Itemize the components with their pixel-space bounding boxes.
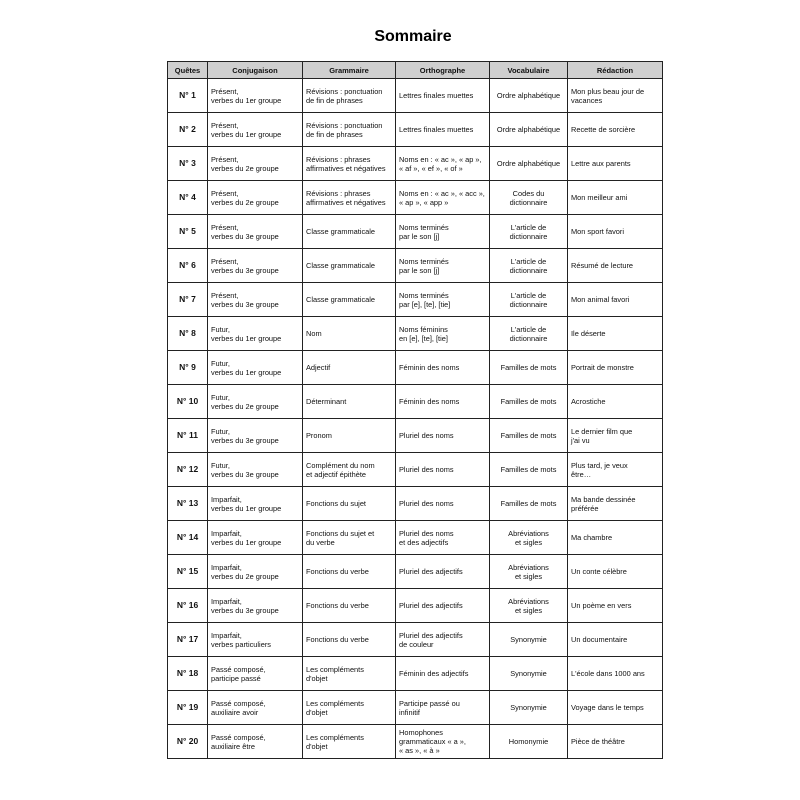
cell-text: Présent, verbes du 2e groupe — [211, 188, 279, 207]
orthographe-cell — [396, 691, 490, 725]
redaction-cell — [568, 453, 663, 487]
vocabulaire-cell — [490, 181, 568, 215]
cell-text: Futur, verbes du 1er groupe — [211, 358, 282, 377]
conjugaison-cell — [208, 283, 303, 317]
vocabulaire-cell — [490, 521, 568, 555]
cell-text: Présent, verbes du 1er groupe — [211, 86, 282, 105]
vocabulaire-cell — [490, 487, 568, 521]
redaction-cell — [568, 147, 663, 181]
vocabulaire-cell — [490, 623, 568, 657]
redaction-cell — [568, 487, 663, 521]
cell-text: Un documentaire — [571, 635, 628, 644]
orthographe-cell — [396, 453, 490, 487]
cell-text: Révisions : phrases affirmatives et négatives — [306, 188, 386, 207]
orthographe-cell — [396, 623, 490, 657]
redaction-cell — [568, 555, 663, 589]
cell-text: N° 2 — [179, 124, 196, 134]
cell-text: N° 8 — [179, 328, 196, 338]
cell-text: Futur, verbes du 1er groupe — [211, 324, 282, 343]
cell-text: Mon meilleur ami — [571, 193, 628, 202]
cell-text: Lettres finales muettes — [399, 91, 474, 100]
orthographe-cell — [396, 147, 490, 181]
table-row — [168, 555, 663, 589]
cell-text: Plus tard, je veux être… — [571, 460, 628, 479]
cell-text: N° 13 — [176, 498, 199, 508]
cell-text: Abréviations et sigles — [508, 596, 549, 615]
cell-text: Fonctions du sujet — [306, 499, 366, 508]
quest-number — [168, 521, 208, 555]
table-row — [168, 113, 663, 147]
grammaire-cell — [303, 453, 396, 487]
table-body — [168, 79, 663, 759]
quest-number — [168, 385, 208, 419]
cell-text: Présent, verbes du 2e groupe — [211, 154, 279, 173]
cell-text: Synonymie — [510, 669, 547, 678]
table-row — [168, 317, 663, 351]
cell-text: Portrait de monstre — [571, 363, 634, 372]
cell-text: Féminin des adjectifs — [399, 669, 469, 678]
grammaire-cell — [303, 181, 396, 215]
cell-text: N° 18 — [176, 668, 199, 678]
column-header: Quêtes — [168, 62, 208, 79]
cell-text: Recette de sorcière — [571, 125, 636, 134]
grammaire-cell — [303, 657, 396, 691]
cell-text: Complément du nom et adjectif épithète — [306, 460, 375, 479]
cell-text: Résumé de lecture — [571, 261, 634, 270]
conjugaison-cell — [208, 385, 303, 419]
redaction-cell — [568, 385, 663, 419]
cell-text: Ordre alphabétique — [496, 125, 561, 134]
redaction-cell — [568, 589, 663, 623]
vocabulaire-cell — [490, 453, 568, 487]
table-row — [168, 487, 663, 521]
cell-text: Imparfait, verbes du 3e groupe — [211, 596, 279, 615]
grammaire-cell — [303, 725, 396, 759]
cell-text: Les compléments d'objet — [306, 698, 364, 717]
redaction-cell — [568, 317, 663, 351]
conjugaison-cell — [208, 215, 303, 249]
column-header: Grammaire — [303, 62, 396, 79]
cell-text: Pluriel des adjectifs de couleur — [399, 630, 463, 649]
cell-text: Passé composé, participe passé — [211, 664, 266, 683]
vocabulaire-cell — [490, 249, 568, 283]
quest-number — [168, 113, 208, 147]
cell-text: Abréviations et sigles — [508, 528, 549, 547]
column-header: Orthographe — [396, 62, 490, 79]
cell-text: Ordre alphabétique — [496, 159, 561, 168]
vocabulaire-cell — [490, 147, 568, 181]
orthographe-cell — [396, 521, 490, 555]
cell-text: Noms en : « ac », « ap », « af », « ef », « of » — [399, 154, 482, 173]
orthographe-cell — [396, 215, 490, 249]
redaction-cell — [568, 691, 663, 725]
redaction-cell — [568, 113, 663, 147]
cell-text: L'article de dictionnaire — [509, 256, 548, 275]
cell-text: Classe grammaticale — [306, 227, 376, 236]
cell-text: Imparfait, verbes du 2e groupe — [211, 562, 279, 581]
conjugaison-cell — [208, 691, 303, 725]
cell-text: Fonctions du verbe — [306, 601, 369, 610]
cell-text: Mon sport favori — [571, 227, 624, 236]
cell-text: Pluriel des noms — [399, 465, 454, 474]
cell-text: Familles de mots — [500, 499, 557, 508]
cell-text: Familles de mots — [500, 363, 557, 372]
cell-text: N° 5 — [179, 226, 196, 236]
cell-text: N° 4 — [179, 192, 196, 202]
cell-text: Féminin des noms — [399, 397, 460, 406]
vocabulaire-cell — [490, 691, 568, 725]
conjugaison-cell — [208, 317, 303, 351]
cell-text: Fonctions du verbe — [306, 635, 369, 644]
cell-text: N° 10 — [176, 396, 199, 406]
cell-text: Imparfait, verbes du 1er groupe — [211, 494, 282, 513]
grammaire-cell — [303, 113, 396, 147]
orthographe-cell — [396, 113, 490, 147]
grammaire-cell — [303, 79, 396, 113]
redaction-cell — [568, 181, 663, 215]
table-row — [168, 725, 663, 759]
quest-number — [168, 249, 208, 283]
grammaire-cell — [303, 487, 396, 521]
cell-text: N° 14 — [176, 532, 199, 542]
table-row — [168, 385, 663, 419]
redaction-cell — [568, 419, 663, 453]
quest-number — [168, 453, 208, 487]
cell-text: Pluriel des adjectifs — [399, 567, 463, 576]
vocabulaire-cell — [490, 283, 568, 317]
redaction-cell — [568, 79, 663, 113]
cell-text: N° 7 — [179, 294, 196, 304]
redaction-cell — [568, 623, 663, 657]
cell-text: Pièce de théâtre — [571, 737, 625, 746]
quest-number — [168, 487, 208, 521]
cell-text: Futur, verbes du 3e groupe — [211, 426, 279, 445]
cell-text: Pluriel des noms et des adjectifs — [399, 528, 454, 547]
table-row — [168, 419, 663, 453]
table-row — [168, 181, 663, 215]
quest-number — [168, 181, 208, 215]
header-row — [168, 62, 663, 79]
cell-text: Familles de mots — [500, 397, 557, 406]
cell-text: Familles de mots — [500, 431, 557, 440]
conjugaison-cell — [208, 521, 303, 555]
cell-text: Synonymie — [510, 703, 547, 712]
table-header — [168, 62, 663, 79]
conjugaison-cell — [208, 249, 303, 283]
cell-text: Fonctions du sujet et du verbe — [306, 528, 375, 547]
orthographe-cell — [396, 283, 490, 317]
cell-text: N° 6 — [179, 260, 196, 270]
cell-text: Noms en : « ac », « acc », « ap », « app » — [399, 188, 485, 207]
quest-number — [168, 691, 208, 725]
orthographe-cell — [396, 181, 490, 215]
orthographe-cell — [396, 79, 490, 113]
cell-text: Classe grammaticale — [306, 295, 376, 304]
orthographe-cell — [396, 317, 490, 351]
vocabulaire-cell — [490, 215, 568, 249]
cell-text: N° 19 — [176, 702, 199, 712]
cell-text: N° 20 — [176, 736, 199, 746]
cell-text: N° 3 — [179, 158, 196, 168]
cell-text: N° 1 — [179, 90, 196, 100]
cell-text: Déterminant — [306, 397, 347, 406]
cell-text: Abréviations et sigles — [508, 562, 549, 581]
cell-text: Futur, verbes du 3e groupe — [211, 460, 279, 479]
cell-text: Passé composé, auxiliaire être — [211, 732, 266, 751]
quest-number — [168, 555, 208, 589]
vocabulaire-cell — [490, 555, 568, 589]
table-row — [168, 623, 663, 657]
cell-text: Pronom — [306, 431, 332, 440]
vocabulaire-cell — [490, 419, 568, 453]
vocabulaire-cell — [490, 113, 568, 147]
grammaire-cell — [303, 385, 396, 419]
orthographe-cell — [396, 725, 490, 759]
orthographe-cell — [396, 589, 490, 623]
cell-text: Pluriel des noms — [399, 499, 454, 508]
cell-text: Ordre alphabétique — [496, 91, 561, 100]
conjugaison-cell — [208, 351, 303, 385]
grammaire-cell — [303, 623, 396, 657]
cell-text: N° 9 — [179, 362, 196, 372]
table-row — [168, 215, 663, 249]
cell-text: Futur, verbes du 2e groupe — [211, 392, 279, 411]
quest-number — [168, 147, 208, 181]
cell-text: L'article de dictionnaire — [509, 290, 548, 309]
cell-text: Un poème en vers — [571, 601, 632, 610]
vocabulaire-cell — [490, 725, 568, 759]
redaction-cell — [568, 725, 663, 759]
redaction-cell — [568, 215, 663, 249]
orthographe-cell — [396, 249, 490, 283]
conjugaison-cell — [208, 453, 303, 487]
cell-text: Familles de mots — [500, 465, 557, 474]
cell-text: Mon animal favori — [571, 295, 630, 304]
cell-text: Codes du dictionnaire — [509, 188, 548, 207]
cell-text: L'article de dictionnaire — [509, 324, 548, 343]
table-row — [168, 283, 663, 317]
grammaire-cell — [303, 215, 396, 249]
conjugaison-cell — [208, 555, 303, 589]
orthographe-cell — [396, 555, 490, 589]
cell-text: Voyage dans le temps — [571, 703, 644, 712]
conjugaison-cell — [208, 147, 303, 181]
cell-text: N° 12 — [176, 464, 199, 474]
quest-number — [168, 283, 208, 317]
conjugaison-cell — [208, 623, 303, 657]
cell-text: L'école dans 1000 ans — [571, 669, 645, 678]
conjugaison-cell — [208, 419, 303, 453]
grammaire-cell — [303, 419, 396, 453]
orthographe-cell — [396, 657, 490, 691]
page-title: Sommaire — [374, 28, 452, 45]
orthographe-cell — [396, 487, 490, 521]
quest-number — [168, 725, 208, 759]
cell-text: Participe passé ou infinitif — [399, 698, 460, 717]
cell-text: Présent, verbes du 3e groupe — [211, 222, 279, 241]
conjugaison-cell — [208, 487, 303, 521]
conjugaison-cell — [208, 79, 303, 113]
cell-text: Mon plus beau jour de vacances — [571, 86, 645, 105]
conjugaison-cell — [208, 589, 303, 623]
vocabulaire-cell — [490, 317, 568, 351]
cell-text: Imparfait, verbes particuliers — [211, 630, 271, 649]
cell-text: N° 17 — [176, 634, 199, 644]
quest-number — [168, 79, 208, 113]
cell-text: Passé composé, auxiliaire avoir — [211, 698, 266, 717]
cell-text: Homophones grammaticaux « a », « as », « à » — [399, 728, 466, 755]
cell-text: Les compléments d'objet — [306, 664, 364, 683]
vocabulaire-cell — [490, 385, 568, 419]
redaction-cell — [568, 521, 663, 555]
redaction-cell — [568, 283, 663, 317]
cell-text: Pluriel des adjectifs — [399, 601, 463, 610]
cell-text: L'article de dictionnaire — [509, 222, 548, 241]
cell-text: Nom — [306, 329, 322, 338]
column-header: Conjugaison — [208, 62, 303, 79]
redaction-cell — [568, 249, 663, 283]
table-row — [168, 249, 663, 283]
grammaire-cell — [303, 555, 396, 589]
table-row — [168, 79, 663, 113]
cell-text: Noms terminés par [e], [te], [tie] — [399, 290, 451, 309]
table-row — [168, 521, 663, 555]
cell-text: Noms terminés par le son [j] — [399, 222, 449, 241]
table-row — [168, 351, 663, 385]
column-header: Rédaction — [568, 62, 663, 79]
quest-number — [168, 419, 208, 453]
cell-text: N° 15 — [176, 566, 199, 576]
cell-text: Le dernier film que j'ai vu — [571, 426, 633, 445]
table-row — [168, 453, 663, 487]
cell-text: Un conte célèbre — [571, 567, 627, 576]
cell-text: Présent, verbes du 1er groupe — [211, 120, 282, 139]
quest-number — [168, 215, 208, 249]
quest-number — [168, 589, 208, 623]
conjugaison-cell — [208, 725, 303, 759]
cell-text: Noms terminés par le son [j] — [399, 256, 449, 275]
vocabulaire-cell — [490, 657, 568, 691]
grammaire-cell — [303, 147, 396, 181]
quest-number — [168, 351, 208, 385]
cell-text: Révisions : phrases affirmatives et négatives — [306, 154, 386, 173]
cell-text: Lettre aux parents — [571, 159, 631, 168]
grammaire-cell — [303, 589, 396, 623]
vocabulaire-cell — [490, 351, 568, 385]
orthographe-cell — [396, 385, 490, 419]
cell-text: Ile déserte — [571, 329, 606, 338]
vocabulaire-cell — [490, 79, 568, 113]
grammaire-cell — [303, 249, 396, 283]
cell-text: Adjectif — [306, 363, 331, 372]
conjugaison-cell — [208, 657, 303, 691]
cell-text: N° 16 — [176, 600, 199, 610]
orthographe-cell — [396, 419, 490, 453]
cell-text: Les compléments d'objet — [306, 732, 364, 751]
cell-text: Révisions : ponctuation de fin de phrases — [306, 86, 383, 105]
conjugaison-cell — [208, 113, 303, 147]
cell-text: Synonymie — [510, 635, 547, 644]
cell-text: Fonctions du verbe — [306, 567, 369, 576]
cell-text: Ma bande dessinée préférée — [571, 494, 636, 513]
cell-text: Ma chambre — [571, 533, 613, 542]
cell-text: Pluriel des noms — [399, 431, 454, 440]
cell-text: Homonymie — [508, 737, 549, 746]
grammaire-cell — [303, 691, 396, 725]
vocabulaire-cell — [490, 589, 568, 623]
table-row — [168, 147, 663, 181]
summary-table — [167, 61, 663, 759]
table-row — [168, 657, 663, 691]
grammaire-cell — [303, 351, 396, 385]
cell-text: Noms féminins en [e], [te], [tie] — [399, 324, 448, 343]
cell-text: Lettres finales muettes — [399, 125, 474, 134]
cell-text: Révisions : ponctuation de fin de phrases — [306, 120, 383, 139]
cell-text: Imparfait, verbes du 1er groupe — [211, 528, 282, 547]
cell-text: Acrostiche — [571, 397, 606, 406]
quest-number — [168, 623, 208, 657]
grammaire-cell — [303, 317, 396, 351]
quest-number — [168, 317, 208, 351]
redaction-cell — [568, 351, 663, 385]
column-header: Vocabulaire — [490, 62, 568, 79]
grammaire-cell — [303, 521, 396, 555]
conjugaison-cell — [208, 181, 303, 215]
cell-text: N° 11 — [177, 430, 198, 440]
grammaire-cell — [303, 283, 396, 317]
cell-text: Présent, verbes du 3e groupe — [211, 256, 279, 275]
redaction-cell — [568, 657, 663, 691]
orthographe-cell — [396, 351, 490, 385]
cell-text: Présent, verbes du 3e groupe — [211, 290, 279, 309]
cell-text: Féminin des noms — [399, 363, 460, 372]
cell-text: Classe grammaticale — [306, 261, 376, 270]
table-row — [168, 589, 663, 623]
table-row — [168, 691, 663, 725]
quest-number — [168, 657, 208, 691]
